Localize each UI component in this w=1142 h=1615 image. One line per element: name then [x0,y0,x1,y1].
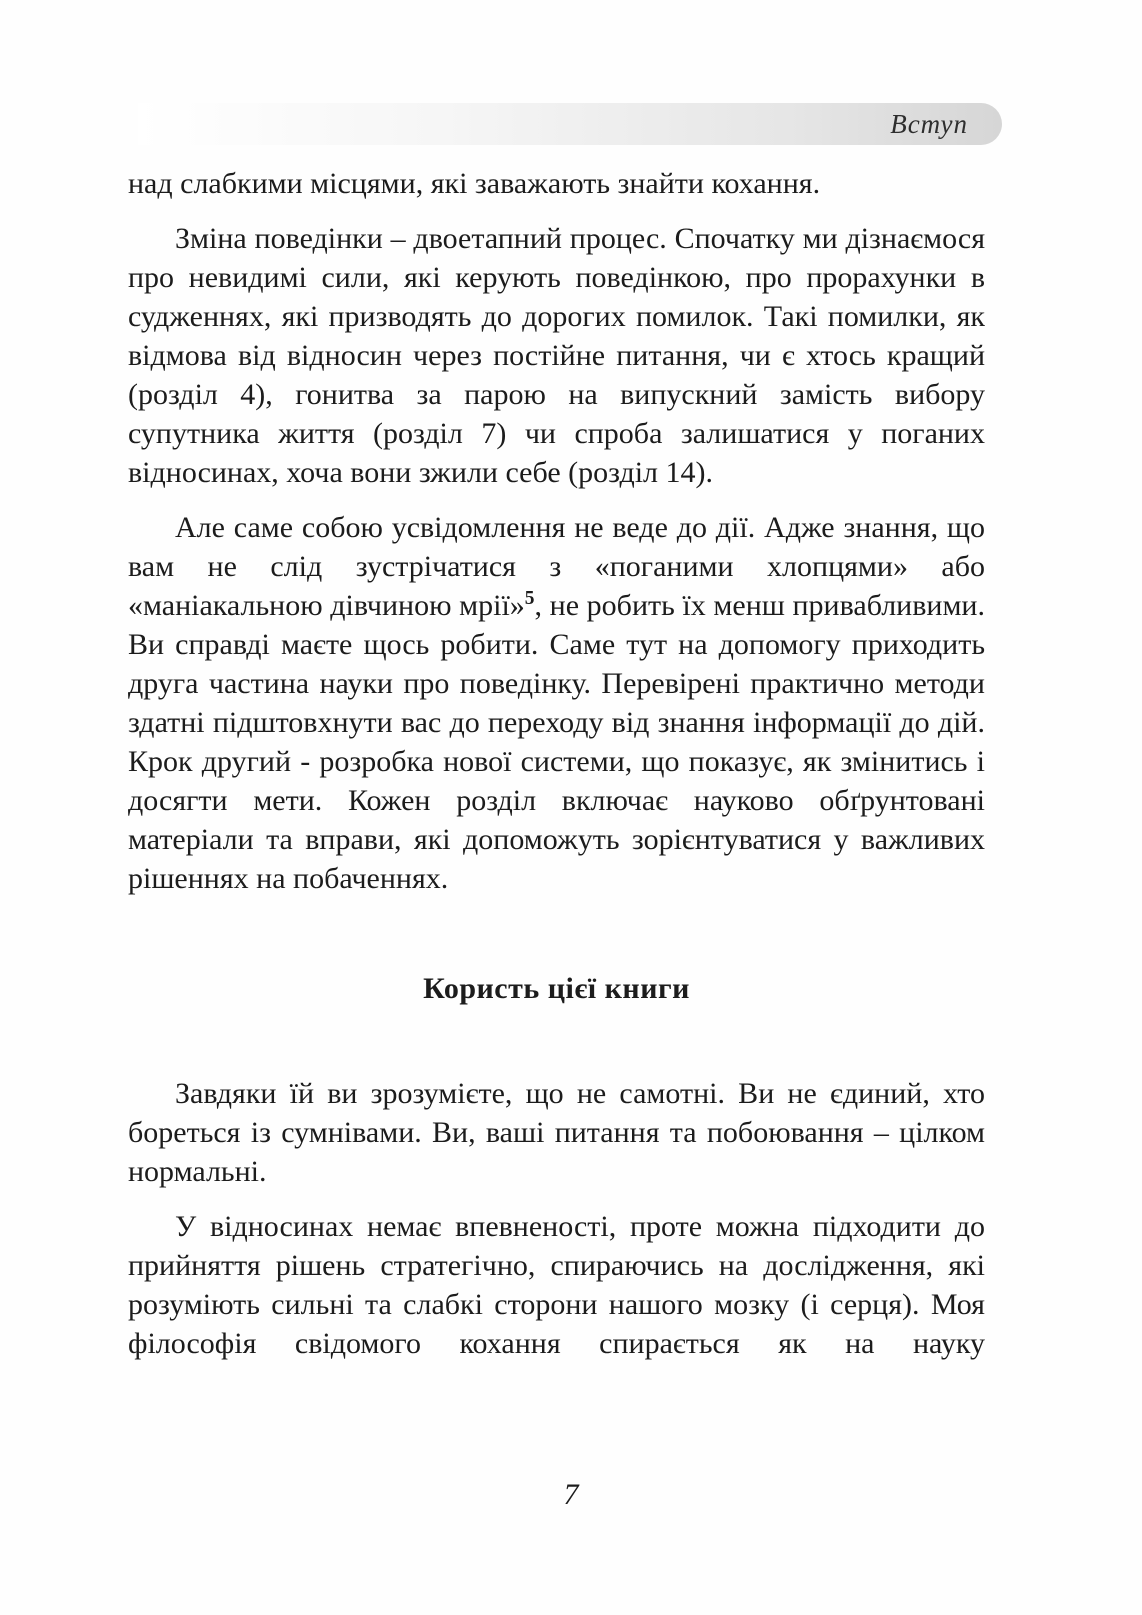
paragraph-behavior-change: Зміна поведінки – двоетапний процес. Спочатку ми дізнаємося про невидимі сили, які керують поведінкою, про прорахунки в судженнях, які призводять до дорогих помилок. Такі помилки, як відмова від відносин через постійне питання, чи є хтось кращий (розділ 4), гонитва за парою на випускний замість вибору супутника життя (розділ 7) чи спроба залишатися у поганих відносинах, хоча вони зжили себе (розділ 14). [128,222,985,489]
paragraph-awareness [128,508,985,898]
paragraph-no-certainty: У відносинах немає впевненості, проте можна підходити до прийняття рішень стратегічно, спираючись на дослідження, які розуміють сильні та слабкі сторони нашого мозку (і серця). Моя філософія свідомого кохання спирається як на науку [128,1210,985,1360]
paragraph-opening-continuation: над слабкими місцями, які заважають знайти кохання. [128,167,821,200]
page-content [128,164,985,1363]
section-heading-book-benefit: Користь цієї книги [423,972,690,1005]
paragraph-awareness-after-footnote: , не робить їх менш привабливими. Ви справді маєте щось робити. Саме тут на допомогу приходить друга частина науки про поведінку. Перевірені практично методи здатні підштовхнути вас до переходу від знання інформації до дій. Крок другий - розробка нової системи, що показує, як змінитись і досягти мети. Кожен розділ включає науково обґрунтовані матеріали та вправи, які допоможуть зорієнтуватися у важливих рішеннях на побаченнях. [128,589,985,895]
paragraph-not-alone: Завдяки їй ви зрозумієте, що не самотні. Ви не єдиний, хто бореться із сумнівами. Ви, ваші питання та побоювання – цілком нормальні. [128,1077,985,1188]
footnote-marker-5: 5 [524,588,535,609]
paragraph-awareness-before-footnote: Але саме собою усвідомлення не веде до дії. Адже знання, що вам не слід зустрічатися з «поганими хлопцями» або «маніакальною дівчиною мрії» [128,511,985,622]
chapter-header-bar [138,103,1002,145]
chapter-header-title: Вступ [890,108,968,139]
page-number: 7 [563,1478,579,1511]
